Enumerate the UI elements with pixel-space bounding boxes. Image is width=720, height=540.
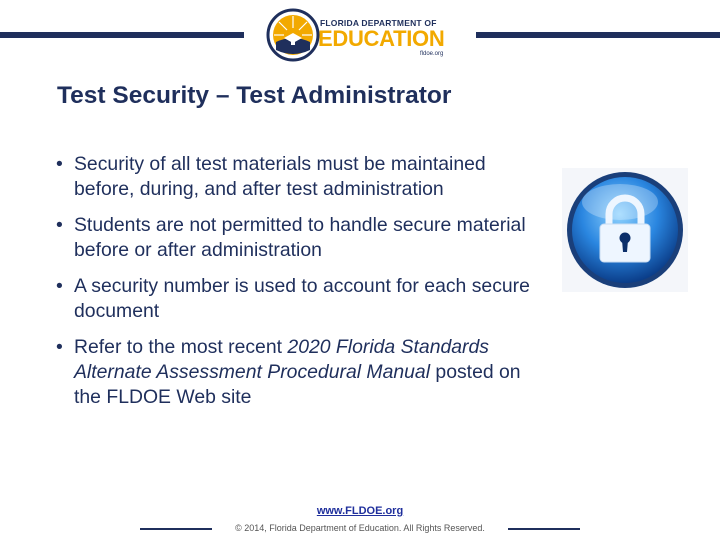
bullet-item: • A security number is used to account for each secure document xyxy=(56,274,536,324)
footer-website-link[interactable]: www.FLDOE.org xyxy=(316,505,404,517)
header-rule-right xyxy=(476,32,720,38)
manual-title: 2020 Florida Standards Alternate Assessment Procedural Manual xyxy=(74,336,489,383)
logo-education-text xyxy=(318,26,444,52)
bullet-item xyxy=(56,335,536,410)
fldoe-logo xyxy=(262,6,462,64)
bullet-text-pre: Refer to the most recent xyxy=(74,336,288,358)
padlock-icon xyxy=(562,168,688,292)
bullet-item: • Students are not permitted to handle secure material before or after administration xyxy=(56,213,536,263)
header-rule-left xyxy=(0,32,244,38)
logo-department-text: FLORIDA DEPARTMENT OF xyxy=(320,18,437,28)
seal-icon xyxy=(266,8,320,62)
bullet-item: • Security of all test materials must be maintained before, during, and after test administration xyxy=(56,152,536,202)
copyright-text: © 2014, Florida Department of Education. All Rights Reserved. xyxy=(235,523,485,533)
bullet-list xyxy=(56,152,536,421)
slide-title: Test Security – Test Administrator xyxy=(57,82,452,109)
logo-education-wordmark: EDUCATION xyxy=(318,26,445,51)
bullet-text-post: posted on the FLDOE Web site xyxy=(74,361,521,408)
logo-site-text: fldoe.org xyxy=(420,51,444,57)
